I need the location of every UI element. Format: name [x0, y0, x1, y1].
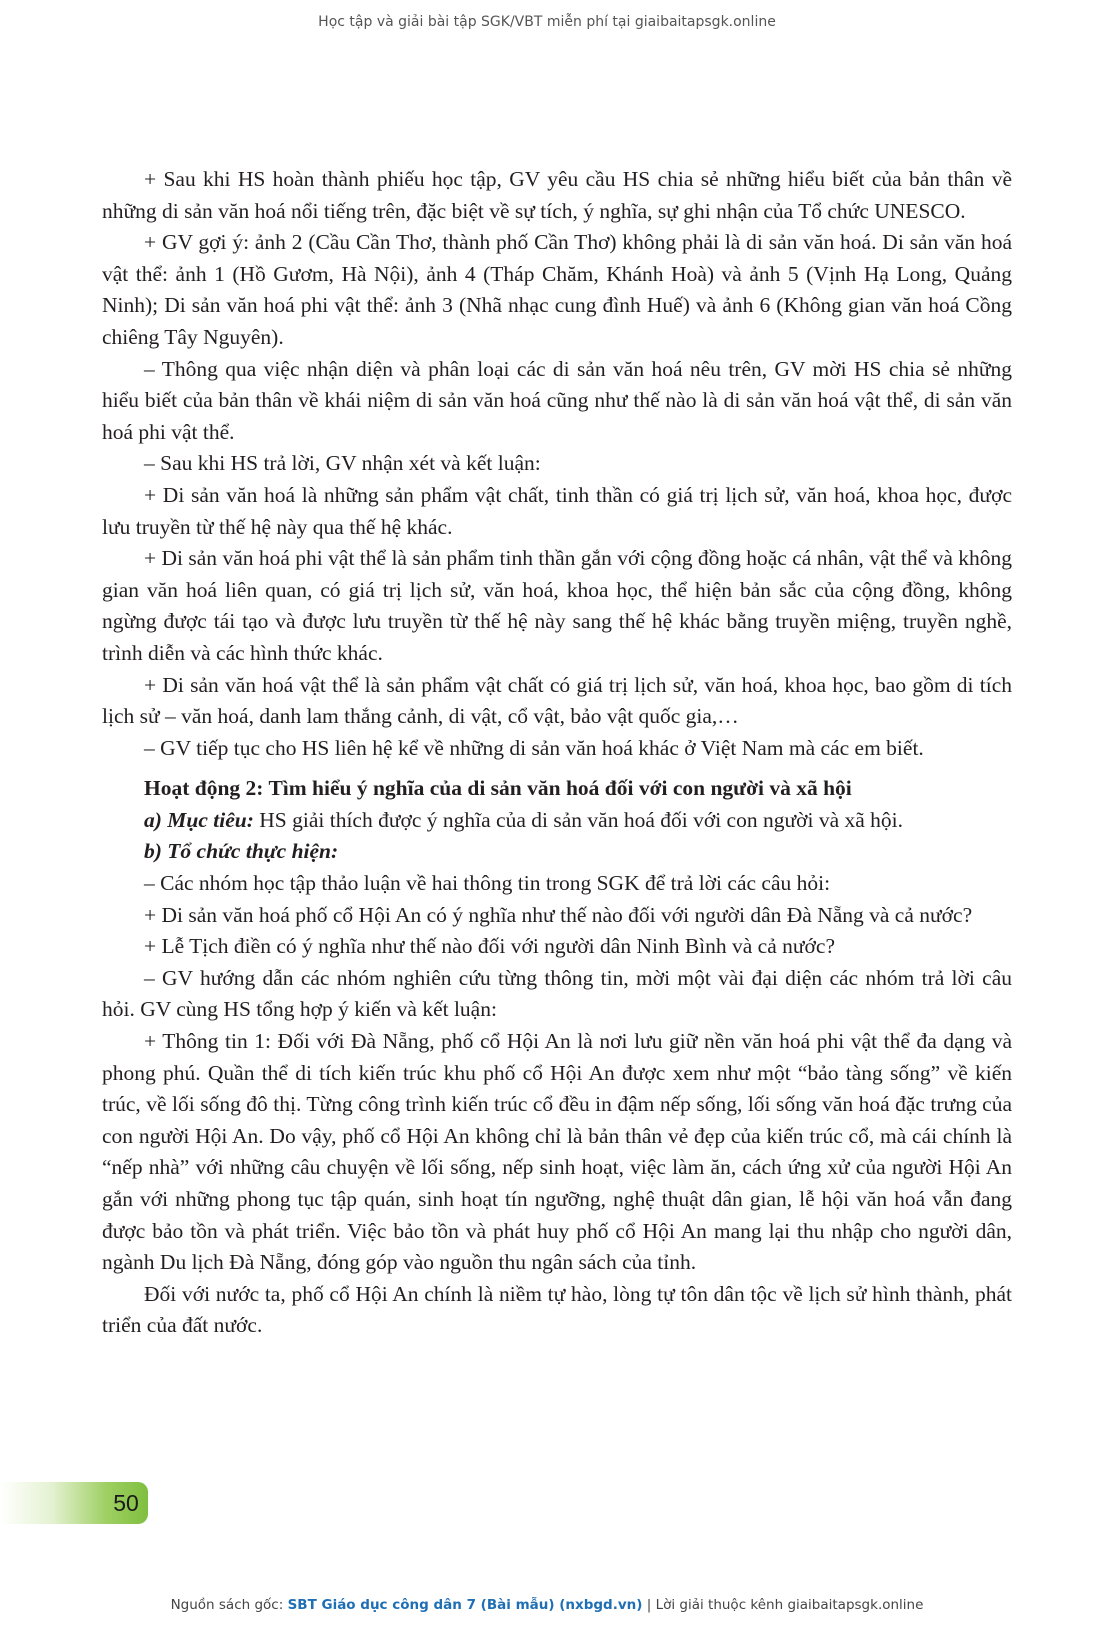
page-content	[102, 164, 1012, 1342]
paragraph: – Các nhóm học tập thảo luận về hai thông tin trong SGK để trả lời các câu hỏi:	[144, 871, 831, 896]
section-gap	[102, 764, 1012, 773]
paragraph: + GV gợi ý: ảnh 2 (Cầu Cần Thơ, thành phố Cần Thơ) không phải là di sản văn hoá. Di sản văn hoá vật thể: ảnh 1 (Hồ Gươm, Hà Nội), ảnh 4 (Tháp Chăm, Khánh Hoà) và ảnh 5 (Vịnh Hạ Long, Quảng Ninh); Di sản văn hoá phi vật thể: ảnh 3 (Nhã nhạc cung đình Huế) và ảnh 6 (Không gian văn hoá Cồng chiêng Tây Nguyên).	[102, 230, 1012, 349]
goal-text: HS giải thích được ý nghĩa của di sản văn hoá đối với con người và xã hội.	[253, 807, 904, 832]
goal-line	[102, 805, 1012, 837]
page-number: 50	[113, 1490, 139, 1516]
paragraph: – GV hướng dẫn các nhóm nghiên cứu từng thông tin, mời một vài đại diện các nhóm trả lời câu hỏi. GV cùng HS tổng hợp ý kiến và kết luận:	[102, 965, 1012, 1022]
goal-label: a) Mục tiêu:	[144, 807, 254, 832]
paragraph: + Di sản văn hoá là những sản phẩm vật chất, tinh thần có giá trị lịch sử, văn hoá, khoa học, được lưu truyền từ thế hệ này qua thế hệ khác.	[102, 482, 1012, 539]
page-header: Học tập và giải bài tập SGK/VBT miễn phí tại giaibaitapsgk.online	[318, 14, 776, 30]
paragraph: – Sau khi HS trả lời, GV nhận xét và kết luận:	[144, 451, 541, 476]
paragraph: + Thông tin 1: Đối với Đà Nẵng, phố cổ Hội An là nơi lưu giữ nền văn hoá phi vật thể đa dạng và phong phú. Quần thể di tích kiến trúc khu phố cổ Hội An được xem như một “bảo tàng sống” về kiến trúc, về lối sống đô thị. Từng công trình kiến trúc cổ đều in đậm nếp sống, lối sống văn hoá đặc trưng của con người Hội An. Do vậy, phố cổ Hội An không chỉ là bản thân vẻ đẹp của kiến trúc cổ, mà cái chính là “nếp nhà” với những câu chuyện về lối sống, nếp sinh hoạt, việc làm ăn, cách ứng xử của người Hội An gắn với những phong tục tập quán, sinh hoạt tín ngưỡng, nghệ thuật dân gian, lễ hội văn hoá vẫn đang được bảo tồn và phát triển. Việc bảo tồn và phát huy phố cổ Hội An mang lại thu nhập cho người dân, ngành Du lịch Đà Nẵng, đóng góp vào nguồn thu ngân sách của tỉnh.	[102, 1029, 1012, 1275]
footer-source-link[interactable]: SBT Giáo dục công dân 7 (Bài mẫu) (nxbgd.vn)	[287, 1597, 643, 1613]
activity-heading: Hoạt động 2: Tìm hiểu ý nghĩa của di sản văn hoá đối với con người và xã hội	[144, 776, 852, 801]
page-footer	[0, 1597, 1094, 1613]
paragraph: – Thông qua việc nhận diện và phân loại các di sản văn hoá nêu trên, GV mời HS chia sẻ những hiểu biết của bản thân về khái niệm di sản văn hoá cũng như thế nào là di sản văn hoá vật thể, di sản văn hoá phi vật thể.	[102, 356, 1012, 444]
paragraph: – GV tiếp tục cho HS liên hệ kể về những di sản văn hoá khác ở Việt Nam mà các em biết.	[144, 735, 924, 760]
paragraph: + Lễ Tịch điền có ý nghĩa như thế nào đối với người dân Ninh Bình và cả nước?	[144, 934, 836, 959]
paragraph: + Di sản văn hoá vật thể là sản phẩm vật chất có giá trị lịch sử, văn hoá, khoa học, bao gồm di tích lịch sử – văn hoá, danh lam thắng cảnh, di vật, cổ vật, bảo vật quốc gia,…	[102, 672, 1012, 729]
paragraph: Đối với nước ta, phố cổ Hội An chính là niềm tự hào, lòng tự tôn dân tộc về lịch sử hình thành, phát triển của đất nước.	[102, 1281, 1012, 1338]
organization-line	[102, 836, 1012, 868]
footer-suffix: | Lời giải thuộc kênh giaibaitapsgk.online	[642, 1597, 924, 1613]
organization-label: b) Tổ chức thực hiện:	[144, 839, 339, 864]
paragraph: + Di sản văn hoá phố cổ Hội An có ý nghĩa như thế nào đối với người dân Đà Nẵng và cả nước?	[144, 902, 973, 927]
paragraph: + Sau khi HS hoàn thành phiếu học tập, GV yêu cầu HS chia sẻ những hiểu biết của bản thân về những di sản văn hoá nổi tiếng trên, đặc biệt về sự tích, ý nghĩa, sự ghi nhận của Tổ chức UNESCO.	[102, 167, 1012, 223]
footer-prefix: Nguồn sách gốc:	[170, 1597, 288, 1613]
paragraph: + Di sản văn hoá phi vật thể là sản phẩm tinh thần gắn với cộng đồng hoặc cá nhân, vật thể và không gian văn hoá liên quan, có giá trị lịch sử, văn hoá, khoa học, thể hiện bản sắc của cộng đồng, không ngừng được tái tạo và được lưu truyền từ thế hệ này sang thế hệ khác bằng truyền miệng, truyền nghề, trình diễn và các hình thức khác.	[102, 546, 1012, 665]
